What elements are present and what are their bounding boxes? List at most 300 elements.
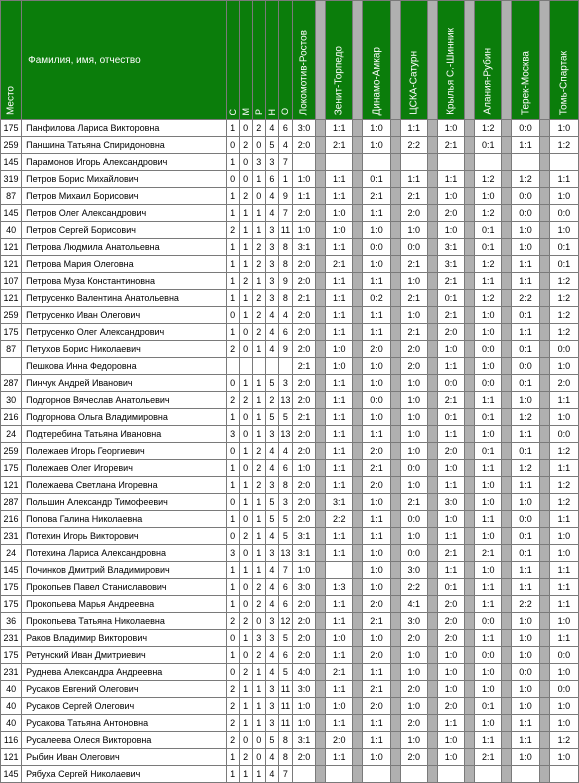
gap-cell: [316, 154, 326, 171]
stat-cell: 1: [252, 341, 265, 358]
place-cell: 259: [1, 443, 22, 460]
table-body: [1, 120, 579, 783]
gap-cell: [390, 443, 400, 460]
score-cell: 1:0: [437, 681, 464, 698]
stat-cell: 1: [226, 766, 239, 783]
score-cell: 1:0: [512, 392, 539, 409]
gap-cell: [539, 409, 549, 426]
stat-cell: 1: [239, 375, 252, 392]
gap-cell: [316, 137, 326, 154]
score-cell: 1:0: [475, 426, 502, 443]
score-cell: 1:0: [437, 120, 464, 137]
table-row: [1, 460, 579, 477]
stat-cell: 1: [226, 239, 239, 256]
gap-cell: [539, 494, 549, 511]
gap-cell: [539, 715, 549, 732]
score-cell: 1:1: [400, 171, 427, 188]
score-cell: 2:1: [363, 613, 390, 630]
stat-cell: 2: [252, 324, 265, 341]
score-cell: 2:1: [363, 681, 390, 698]
stat-cell: 2: [226, 613, 239, 630]
gap-cell: [353, 562, 363, 579]
header-match-8: Томь-Спартак: [549, 1, 578, 120]
gap-cell: [539, 392, 549, 409]
gap-cell: [316, 647, 326, 664]
score-cell: 1:0: [400, 392, 427, 409]
stat-cell: 2: [239, 664, 252, 681]
stat-cell: 4: [265, 341, 278, 358]
stat-cell: [252, 358, 265, 375]
score-cell: [549, 766, 578, 783]
gap-cell: [465, 545, 475, 562]
score-cell: 1:0: [363, 579, 390, 596]
stat-cell: 1: [226, 290, 239, 307]
gap-cell: [502, 681, 512, 698]
gap-cell: [539, 579, 549, 596]
gap-cell: [539, 443, 549, 460]
name-cell: Петрусенко Валентина Анатольевна: [22, 290, 226, 307]
stat-cell: 4: [265, 120, 278, 137]
place-cell: 145: [1, 562, 22, 579]
stat-cell: 0: [226, 528, 239, 545]
stat-cell: 0: [239, 426, 252, 443]
stat-cell: 1: [239, 562, 252, 579]
gap-cell: [502, 205, 512, 222]
score-cell: 1:0: [437, 664, 464, 681]
stat-cell: 0: [226, 630, 239, 647]
score-cell: 1:0: [549, 698, 578, 715]
score-cell: 1:1: [326, 392, 353, 409]
gap-cell: [353, 375, 363, 392]
stat-cell: 1: [239, 630, 252, 647]
stat-cell: 3: [252, 154, 265, 171]
score-cell: 1:2: [475, 290, 502, 307]
name-cell: Прокопьева Марья Андреевна: [22, 596, 226, 613]
stat-cell: 2: [226, 222, 239, 239]
gap-cell: [465, 647, 475, 664]
gap-cell: [353, 749, 363, 766]
score-cell: 1:0: [475, 358, 502, 375]
name-cell: Петрова Людмила Анатольевна: [22, 239, 226, 256]
stat-cell: 5: [265, 375, 278, 392]
gap-cell: [465, 239, 475, 256]
gap-cell: [465, 596, 475, 613]
score-cell: 1:0: [326, 341, 353, 358]
table-row: [1, 205, 579, 222]
score-cell: [363, 766, 390, 783]
gap-cell: [390, 392, 400, 409]
gap-cell: [353, 443, 363, 460]
name-cell: Петрова Муза Константиновна: [22, 273, 226, 290]
stat-cell: 5: [278, 630, 292, 647]
gap-cell: [539, 732, 549, 749]
gap-cell: [316, 358, 326, 375]
place-cell: 24: [1, 426, 22, 443]
score-cell: 0:1: [363, 171, 390, 188]
stat-cell: [265, 358, 278, 375]
score-cell: 1:0: [363, 137, 390, 154]
stat-cell: 0: [239, 341, 252, 358]
name-cell: Петров Михаил Борисович: [22, 188, 226, 205]
gap-cell: [390, 460, 400, 477]
gap-cell: [502, 613, 512, 630]
score-cell: [326, 562, 353, 579]
name-cell: Русалеева Олеся Викторовна: [22, 732, 226, 749]
stat-cell: 0: [239, 511, 252, 528]
gap-cell: [465, 460, 475, 477]
score-cell: 1:0: [549, 664, 578, 681]
name-cell: Русаков Евгений Олегович: [22, 681, 226, 698]
gap-cell: [427, 120, 437, 137]
stat-cell: 3: [265, 290, 278, 307]
gap-cell: [353, 137, 363, 154]
gap-cell: [390, 630, 400, 647]
stat-cell: 1: [252, 222, 265, 239]
name-cell: Петров Сергей Борисович: [22, 222, 226, 239]
score-cell: 0:0: [400, 511, 427, 528]
score-cell: 1:0: [549, 749, 578, 766]
score-cell: 1:1: [326, 120, 353, 137]
score-cell: 2:1: [400, 256, 427, 273]
score-cell: 1:2: [512, 171, 539, 188]
table-row: [1, 188, 579, 205]
gap-cell: [539, 460, 549, 477]
score-cell: 1:0: [326, 222, 353, 239]
score-cell: 1:0: [400, 426, 427, 443]
place-cell: 145: [1, 154, 22, 171]
stat-cell: 3: [265, 613, 278, 630]
stat-cell: 0: [239, 732, 252, 749]
score-cell: 0:1: [475, 137, 502, 154]
stat-cell: 4: [265, 562, 278, 579]
gap-cell: [316, 749, 326, 766]
score-cell: 3:1: [292, 239, 315, 256]
score-cell: 1:0: [363, 375, 390, 392]
place-cell: 175: [1, 460, 22, 477]
gap-cell: [502, 154, 512, 171]
name-cell: Русакова Татьяна Антоновна: [22, 715, 226, 732]
place-cell: 40: [1, 222, 22, 239]
score-cell: 1:1: [326, 290, 353, 307]
score-cell: 1:0: [400, 664, 427, 681]
score-cell: 1:2: [512, 409, 539, 426]
table-row: [1, 256, 579, 273]
stat-cell: 1: [226, 205, 239, 222]
score-cell: 1:1: [363, 511, 390, 528]
gap-cell: [390, 239, 400, 256]
score-cell: 1:1: [326, 613, 353, 630]
stat-cell: 0: [226, 171, 239, 188]
stat-cell: 11: [278, 715, 292, 732]
stat-cell: 1: [252, 273, 265, 290]
score-cell: 0:1: [549, 256, 578, 273]
stat-cell: 5: [278, 511, 292, 528]
name-cell: Пешкова Инна Федоровна: [22, 358, 226, 375]
stat-cell: 1: [252, 205, 265, 222]
gap-cell: [539, 596, 549, 613]
stat-cell: 1: [278, 171, 292, 188]
table-row: [1, 630, 579, 647]
stat-cell: 2: [252, 120, 265, 137]
gap-cell: [316, 579, 326, 596]
stat-cell: 6: [278, 120, 292, 137]
gap-cell: [390, 698, 400, 715]
score-cell: 2:0: [363, 477, 390, 494]
score-cell: 0:1: [512, 545, 539, 562]
score-cell: 1:0: [475, 307, 502, 324]
gap-cell: [539, 766, 549, 783]
score-cell: 1:0: [363, 630, 390, 647]
gap-cell: [502, 749, 512, 766]
stat-cell: 1: [226, 460, 239, 477]
table-row: [1, 613, 579, 630]
gap-cell: [427, 630, 437, 647]
score-cell: 2:1: [475, 749, 502, 766]
score-cell: 1:1: [549, 630, 578, 647]
gap-cell: [353, 358, 363, 375]
stat-cell: 2: [252, 596, 265, 613]
gap-cell: [353, 273, 363, 290]
score-cell: 2:0: [363, 596, 390, 613]
score-cell: 0:1: [512, 307, 539, 324]
header-stat-o: О: [278, 1, 292, 120]
name-cell: Починков Дмитрий Владимирович: [22, 562, 226, 579]
gap-cell: [316, 732, 326, 749]
stat-cell: 5: [278, 409, 292, 426]
header-gap: [539, 1, 549, 120]
gap-cell: [539, 562, 549, 579]
place-cell: 216: [1, 511, 22, 528]
table-row: [1, 698, 579, 715]
gap-cell: [427, 341, 437, 358]
score-cell: 2:0: [292, 630, 315, 647]
table-row: [1, 290, 579, 307]
score-cell: 1:2: [475, 120, 502, 137]
score-cell: 1:2: [549, 307, 578, 324]
stat-cell: 1: [239, 477, 252, 494]
stat-cell: 0: [252, 137, 265, 154]
gap-cell: [353, 460, 363, 477]
stat-cell: 11: [278, 698, 292, 715]
score-cell: 1:1: [512, 426, 539, 443]
gap-cell: [353, 579, 363, 596]
score-cell: 0:1: [549, 239, 578, 256]
name-cell: Полежаева Светлана Игоревна: [22, 477, 226, 494]
score-cell: 2:0: [363, 341, 390, 358]
score-cell: 1:1: [363, 528, 390, 545]
gap-cell: [539, 630, 549, 647]
stat-cell: 0: [239, 545, 252, 562]
score-cell: 2:0: [292, 647, 315, 664]
table-row: [1, 545, 579, 562]
header-gap: [465, 1, 475, 120]
score-cell: [400, 154, 427, 171]
score-cell: 1:1: [437, 562, 464, 579]
place-cell: 121: [1, 290, 22, 307]
stat-cell: 1: [226, 596, 239, 613]
stat-cell: 0: [226, 307, 239, 324]
gap-cell: [427, 647, 437, 664]
gap-cell: [390, 664, 400, 681]
gap-cell: [390, 613, 400, 630]
score-cell: 2:2: [326, 511, 353, 528]
gap-cell: [390, 766, 400, 783]
gap-cell: [465, 613, 475, 630]
gap-cell: [502, 239, 512, 256]
gap-cell: [539, 239, 549, 256]
score-cell: 2:0: [292, 426, 315, 443]
score-cell: 3:0: [400, 562, 427, 579]
stat-cell: 0: [226, 137, 239, 154]
stat-cell: 2: [226, 681, 239, 698]
score-cell: 1:1: [326, 647, 353, 664]
score-cell: [363, 154, 390, 171]
stat-cell: 4: [265, 596, 278, 613]
gap-cell: [353, 715, 363, 732]
stat-cell: 5: [265, 137, 278, 154]
score-cell: 1:2: [475, 205, 502, 222]
score-cell: 2:0: [326, 732, 353, 749]
score-cell: 1:0: [292, 715, 315, 732]
name-cell: Подтеребина Татьяна Ивановна: [22, 426, 226, 443]
score-cell: 2:0: [292, 205, 315, 222]
gap-cell: [353, 426, 363, 443]
score-cell: [512, 766, 539, 783]
score-cell: 1:2: [475, 256, 502, 273]
name-cell: Паншина Татьяна Спиридоновна: [22, 137, 226, 154]
score-cell: 1:1: [475, 732, 502, 749]
gap-cell: [427, 324, 437, 341]
score-cell: 1:0: [437, 749, 464, 766]
stat-cell: 2: [239, 188, 252, 205]
score-cell: 1:1: [400, 120, 427, 137]
score-cell: 1:0: [549, 120, 578, 137]
gap-cell: [465, 409, 475, 426]
score-cell: 1:0: [475, 494, 502, 511]
stat-cell: 1: [252, 664, 265, 681]
place-cell: 145: [1, 766, 22, 783]
gap-cell: [316, 545, 326, 562]
name-cell: Потехина Лариса Александровна: [22, 545, 226, 562]
gap-cell: [427, 392, 437, 409]
score-cell: 1:0: [475, 681, 502, 698]
stat-cell: 9: [278, 188, 292, 205]
gap-cell: [465, 324, 475, 341]
score-cell: 2:0: [437, 698, 464, 715]
stat-cell: 0: [226, 664, 239, 681]
score-cell: 2:0: [400, 630, 427, 647]
score-cell: 1:1: [326, 460, 353, 477]
score-cell: 1:0: [400, 222, 427, 239]
score-cell: 2:1: [400, 494, 427, 511]
score-cell: 1:0: [363, 120, 390, 137]
stat-cell: 0: [252, 749, 265, 766]
gap-cell: [316, 664, 326, 681]
score-cell: 1:0: [512, 681, 539, 698]
stat-cell: 4: [278, 137, 292, 154]
gap-cell: [427, 562, 437, 579]
gap-cell: [353, 171, 363, 188]
stat-cell: 1: [239, 494, 252, 511]
stat-cell: 5: [278, 664, 292, 681]
gap-cell: [465, 681, 475, 698]
gap-cell: [427, 511, 437, 528]
gap-cell: [465, 732, 475, 749]
stat-cell: 2: [252, 239, 265, 256]
score-cell: 1:0: [400, 477, 427, 494]
gap-cell: [502, 511, 512, 528]
gap-cell: [316, 562, 326, 579]
score-cell: 1:1: [512, 732, 539, 749]
gap-cell: [316, 375, 326, 392]
gap-cell: [353, 222, 363, 239]
score-cell: 1:1: [326, 545, 353, 562]
stat-cell: 4: [265, 324, 278, 341]
score-cell: 1:0: [549, 715, 578, 732]
gap-cell: [502, 664, 512, 681]
stat-cell: 11: [278, 681, 292, 698]
header-gap: [390, 1, 400, 120]
score-cell: 1:1: [326, 477, 353, 494]
name-cell: Панфилова Лариса Викторовна: [22, 120, 226, 137]
stat-cell: 1: [226, 120, 239, 137]
stat-cell: 3: [265, 681, 278, 698]
gap-cell: [465, 562, 475, 579]
gap-cell: [390, 681, 400, 698]
gap-cell: [353, 188, 363, 205]
score-cell: 0:0: [512, 664, 539, 681]
gap-cell: [427, 698, 437, 715]
gap-cell: [502, 766, 512, 783]
stat-cell: 0: [226, 375, 239, 392]
score-cell: 2:0: [400, 681, 427, 698]
score-cell: 2:0: [400, 715, 427, 732]
gap-cell: [465, 477, 475, 494]
score-cell: 4:1: [400, 596, 427, 613]
stat-cell: 4: [265, 579, 278, 596]
stat-cell: 1: [252, 715, 265, 732]
gap-cell: [539, 188, 549, 205]
table-row: [1, 494, 579, 511]
score-cell: 1:0: [363, 409, 390, 426]
score-cell: 1:0: [400, 307, 427, 324]
gap-cell: [390, 188, 400, 205]
stat-cell: 0: [239, 120, 252, 137]
gap-cell: [316, 392, 326, 409]
score-cell: 1:0: [549, 188, 578, 205]
stat-cell: 8: [278, 290, 292, 307]
score-cell: 1:1: [512, 137, 539, 154]
gap-cell: [502, 647, 512, 664]
gap-cell: [427, 171, 437, 188]
score-cell: 1:0: [475, 715, 502, 732]
score-cell: 1:1: [512, 273, 539, 290]
gap-cell: [539, 256, 549, 273]
name-cell: Полежаев Игорь Георгиевич: [22, 443, 226, 460]
gap-cell: [465, 392, 475, 409]
name-cell: Подгорнова Ольга Владимировна: [22, 409, 226, 426]
gap-cell: [316, 290, 326, 307]
stat-cell: 4: [265, 664, 278, 681]
gap-cell: [353, 698, 363, 715]
gap-cell: [353, 341, 363, 358]
gap-cell: [539, 324, 549, 341]
gap-cell: [502, 137, 512, 154]
gap-cell: [465, 205, 475, 222]
gap-cell: [539, 613, 549, 630]
gap-cell: [316, 460, 326, 477]
gap-cell: [465, 273, 475, 290]
